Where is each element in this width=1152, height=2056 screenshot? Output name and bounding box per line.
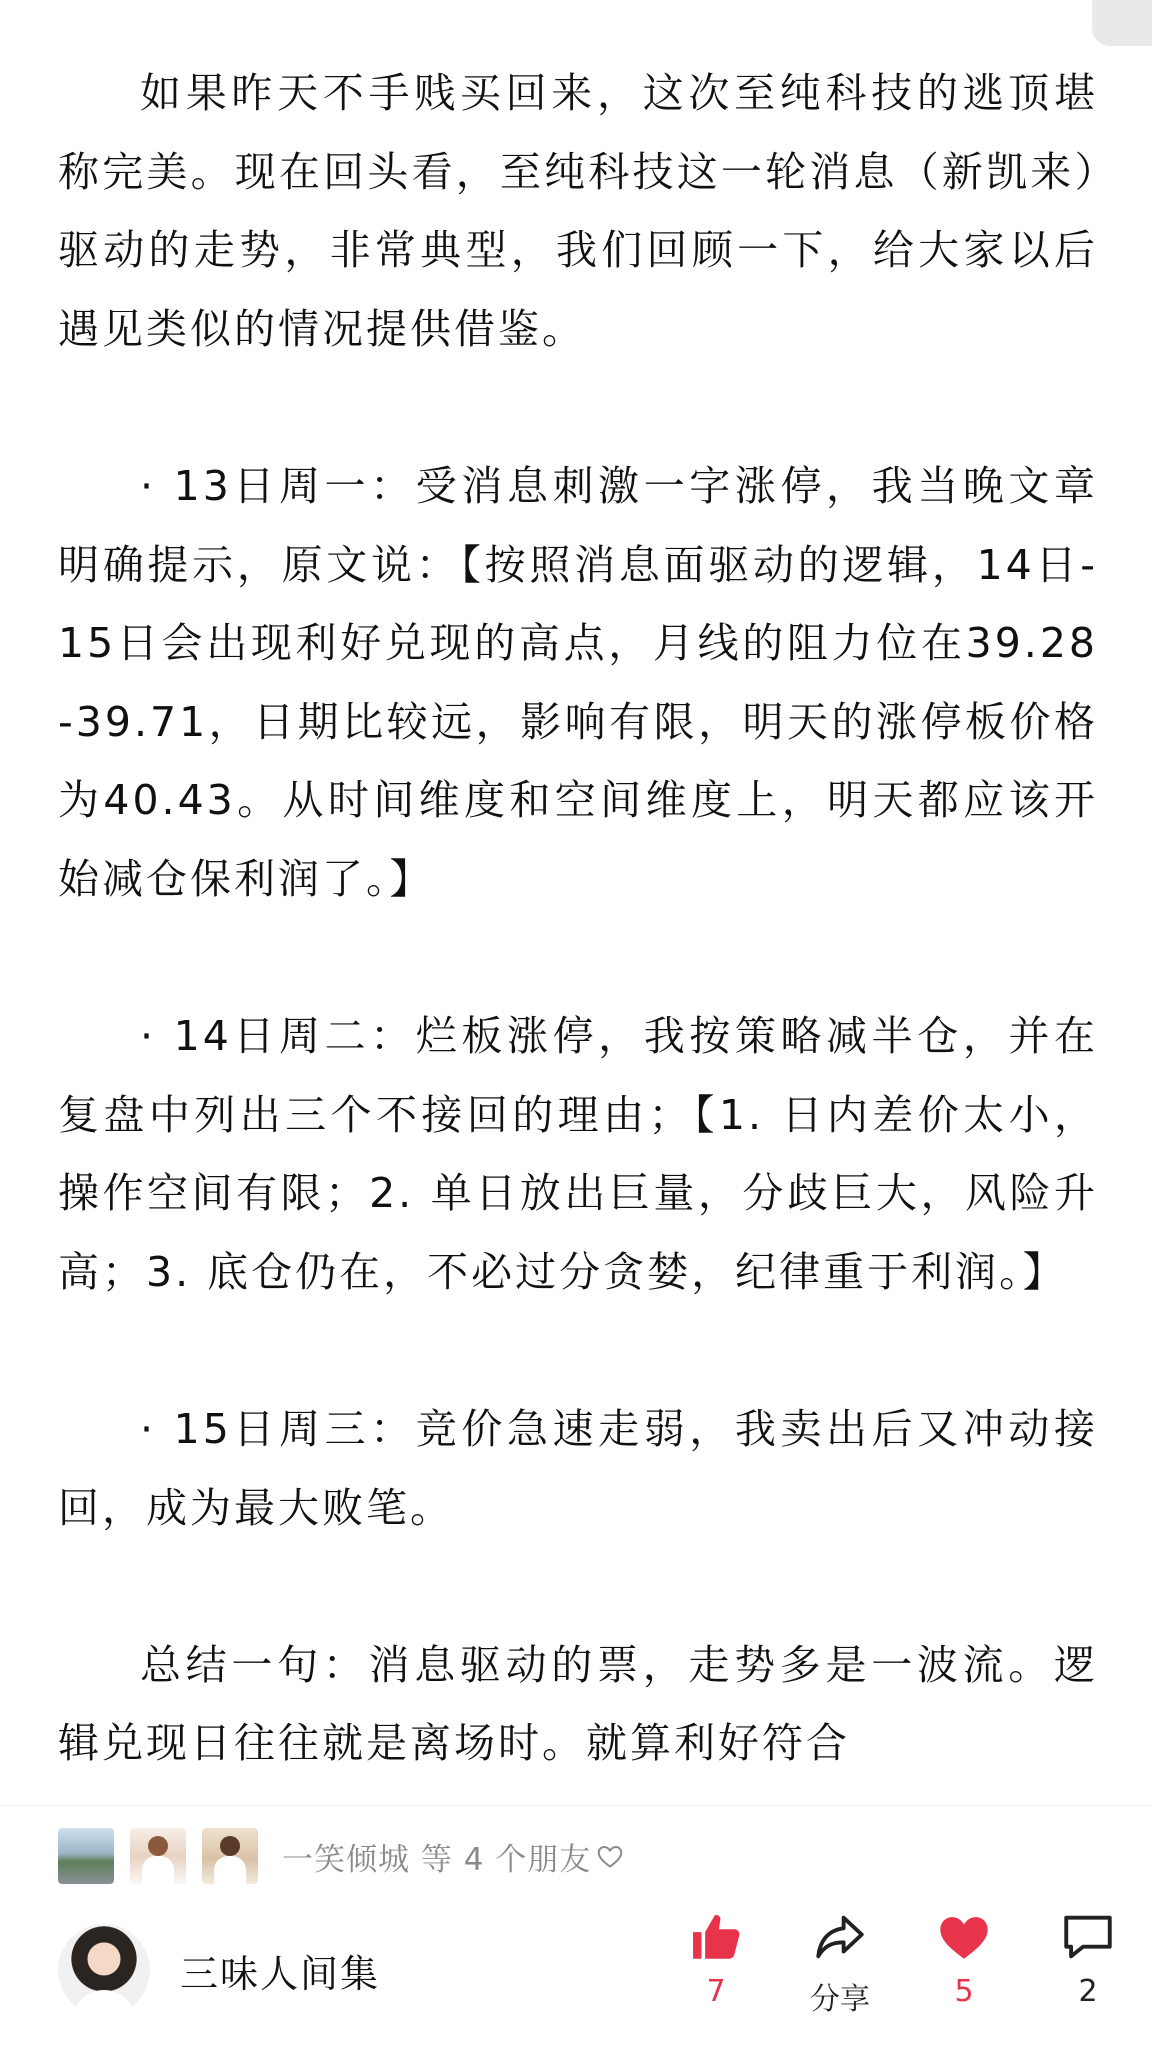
friend-avatar-3[interactable]: [202, 1828, 258, 1884]
article-paragraph-4: · 15日周三：竞价急速走弱，我卖出后又冲动接回，成为最大败笔。: [58, 1405, 1098, 1532]
heart-outline-icon: [595, 1841, 625, 1871]
floating-corner-tab[interactable]: [1092, 0, 1152, 46]
author-avatar[interactable]: [58, 1924, 150, 2016]
friend-avatar-2[interactable]: [130, 1828, 186, 1884]
share-button[interactable]: [790, 1908, 890, 2018]
friends-liked-row[interactable]: [58, 1828, 625, 1884]
author-name[interactable]: 三味人间集: [180, 1951, 381, 1996]
article-body: [58, 54, 1098, 1800]
comment-bubble-icon: [1059, 1908, 1117, 1966]
comment-button[interactable]: [1038, 1908, 1138, 2009]
action-bar: [620, 1908, 1120, 2028]
friend-avatar-1[interactable]: [58, 1828, 114, 1884]
author-info[interactable]: [58, 1924, 380, 2016]
comment-count: 2: [1078, 1974, 1098, 2009]
favorite-button[interactable]: [914, 1908, 1014, 2009]
article-paragraph-3: · 14日周二：烂板涨停，我按策略减半仓，并在复盘中列出三个不接回的理由；【1. 日内差价太小，操作空间有限；2. 单日放出巨量，分歧巨大，风险升高；3. 底仓仍在，不必过分贪婪，纪律重于利润。】: [58, 1012, 1098, 1296]
favorite-count: 5: [954, 1974, 974, 2009]
like-count: 7: [706, 1974, 726, 2009]
thumbs-up-icon: [687, 1908, 745, 1966]
article-paragraph-1: 如果昨天不手贱买回来，这次至纯科技的逃顶堪称完美。现在回头看，至纯科技这一轮消息（新凯来）驱动的走势，非常典型，我们回顾一下，给大家以后遇见类似的情况提供借鉴。: [58, 69, 1098, 353]
share-label: 分享: [810, 1982, 870, 2017]
friends-liked-text: 一笑倾城 等 4 个朋友: [282, 1841, 592, 1878]
share-arrow-icon: [811, 1908, 869, 1966]
divider: [0, 1805, 1152, 1806]
article-paragraph-2: · 13日周一：受消息刺激一字涨停，我当晚文章明确提示，原文说：【按照消息面驱动的逻辑，14日-15日会出现利好兑现的高点，月线的阻力位在39.28-39.71，日期比较远，影响有限，明天的涨停板价格为40.43。从时间维度和空间维度上，明天都应该开始减仓保利润了。】: [58, 461, 1098, 903]
article-paragraph-5: 总结一句：消息驱动的票，走势多是一波流。逻辑兑现日往往就是离场时。就算利好符合: [58, 1640, 1098, 1768]
heart-filled-icon: [935, 1908, 993, 1966]
like-button[interactable]: [666, 1908, 766, 2009]
